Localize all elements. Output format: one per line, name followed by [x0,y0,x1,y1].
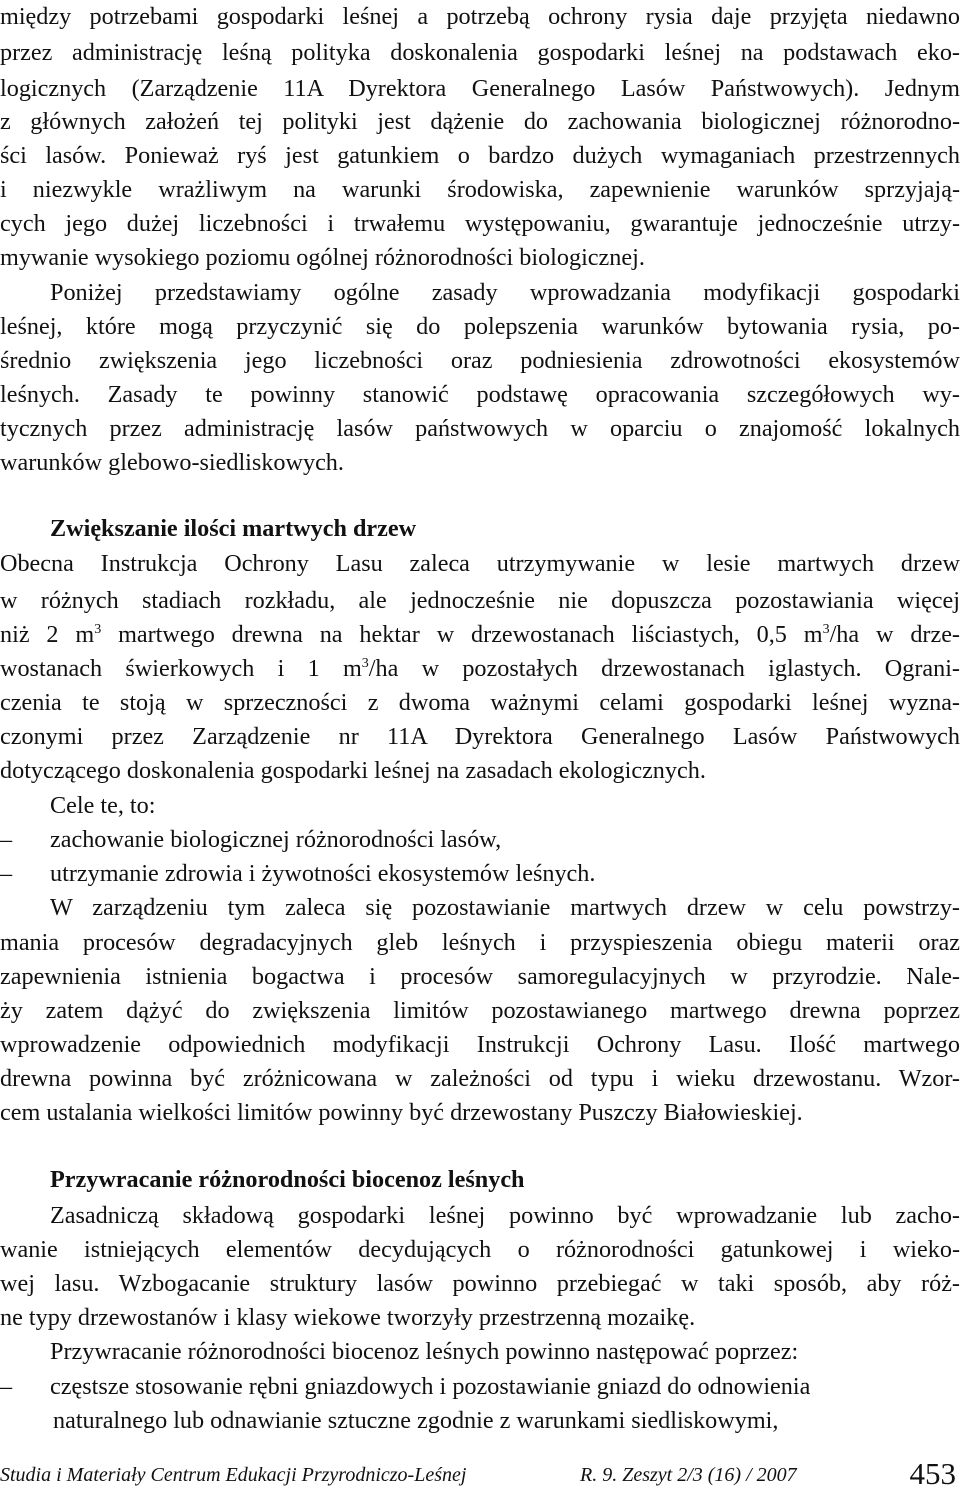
paragraph-2-line-1: Poniżej przedstawiamy ogólne zasady wprowadzania modyfikacji gospodarki [50,279,960,306]
paragraph-2-line-4: leśnych. Zasady te powinny stanowić podstawę opracowania szczegółowych wy- [0,381,960,408]
list-item-text: zachowanie biologicznej różnorodności lasów, [50,826,502,853]
paragraph-2-line-5: tycznych przez administrację lasów państwowych w oparciu o znajomość lokalnych [0,415,960,442]
dash-bullet: – [0,826,13,853]
paragraph-1-line-6: i niezwykle wrażliwym na warunki środowiska, zapewnienie warunków sprzyjają- [0,176,960,203]
list-item-text: utrzymanie zdrowia i żywotności ekosystemów leśnych. [50,860,596,887]
issue-info: R. 9. Zeszyt 2/3 (16) / 2007 [580,1464,797,1486]
journal-title: Studia i Materiały Centrum Edukacji Przyrodniczo-Leśnej [0,1464,467,1486]
paragraph-1-line-4: z głównych założeń tej polityki jest dążenie do zachowania biologicznej różnorodno- [0,108,960,135]
section-2-line-1: Zasadniczą składową gospodarki leśnej powinno być wprowadzanie lub zacho- [50,1202,960,1229]
section-1-para-line-5: wprowadzenie odpowiednich modyfikacji Instrukcji Ochrony Lasu. Ilość martwego [0,1031,960,1058]
section-1-para-line-6: drewna powinna być zróżnicowana w zależności od typu i wieku drzewostanu. Wzor- [0,1065,960,1092]
section-1-para-line-7: cem ustalania wielkości limitów powinny być drzewostany Puszczy Białowieskiej. [0,1099,803,1126]
superscript-cubic: 3 [361,656,369,671]
section-heading-biocenoses: Przywracanie różnorodności biocenoz leśnych [50,1166,525,1193]
section-1-line-7: dotyczącego doskonalenia gospodarki leśnej na zasadach ekologicznych. [0,757,706,784]
paragraph-2-line-2: leśnej, które mogą przyczynić się do polepszenia warunków bytowania rysia, po- [0,313,960,340]
paragraph-1-line-1: między potrzebami gospodarki leśnej a potrzebą ochrony rysia daje przyjęta niedawno [0,3,960,30]
section-1-para-line-1: W zarządzeniu tym zaleca się pozostawianie martwych drzew w celu powstrzy- [50,894,960,921]
list-item-text: częstsze stosowanie rębni gniazdowych i pozostawianie gniazd do odnowienia [50,1373,811,1400]
section-heading-dead-trees: Zwiększanie ilości martwych drzew [50,515,417,542]
page-footer [0,1456,960,1492]
section-1-line-2: w różnych stadiach rozkładu, ale jednocześnie nie dopuszcza pozostawiania więcej [0,587,960,614]
section-2-intro: Przywracanie różnorodności biocenoz leśnych powinno następować poprzez: [50,1338,799,1365]
paragraph-2-line-3: średnio zwiększenia jego liczebności oraz podniesienia zdrowotności ekosystemów [0,347,960,374]
superscript-cubic: 3 [94,622,102,637]
section-2-line-2: wanie istniejących elementów decydujących o różnorodności gatunkowej i wieko- [0,1236,960,1263]
section-1-line-5: czenia te stoją w sprzeczności z dwoma ważnymi celami gospodarki leśnej wyzna- [0,689,960,716]
paragraph-1-line-3: logicznych (Zarządzenie 11A Dyrektora Generalnego Lasów Państwowych). Jednym [0,75,960,102]
section-1-line-6: czonymi przez Zarządzenie nr 11A Dyrektora Generalnego Lasów Państwowych [0,723,960,750]
section-1-line-3: niż 2 $m^3$ martwego drewna na hektar w drzewostanach liściastych, 0,5 $m^3/ha$ w drze- [0,621,960,648]
section-2-line-4: ne typy drzewostanów i klasy wiekowe tworzyły przestrzenną mozaikę. [0,1304,696,1331]
paragraph-1-line-2: przez administrację leśną polityka doskonalenia gospodarki leśnej na podstawach eko- [0,39,960,66]
paragraph-1-line-7: cych jego dużej liczebności i trwałemu występowaniu, gwarantuje jednocześnie utrzy- [0,210,960,237]
section-2-line-3: wej lasu. Wzbogacanie struktury lasów powinno przebiegać w taki sposób, aby róż- [0,1270,960,1297]
paragraph-1-line-8: mywanie wysokiego poziomu ogólnej różnorodności biologicznej. [0,244,645,271]
superscript-cubic: 3 [822,622,830,637]
section-1-line-4: wostanach świerkowych i 1 $m^3/ha$ w pozostałych drzewostanach iglastych. Ograni- [0,655,960,682]
paragraph-1-line-5: ści lasów. Ponieważ ryś jest gatunkiem o bardzo dużych wymaganiach przestrzennych [0,142,960,169]
paragraph-2-line-6: warunków glebowo-siedliskowych. [0,449,344,476]
section-1-line-1: Obecna Instrukcja Ochrony Lasu zaleca utrzymywanie w lesie martwych drzew [0,550,960,577]
goals-intro: Cele te, to: [50,792,156,819]
list-item-continuation: naturalnego lub odnawianie sztuczne zgodnie z warunkami siedliskowymi, [53,1407,779,1434]
page-number: 453 [909,1456,956,1491]
dash-bullet: – [0,1373,13,1400]
section-1-para-line-2: mania procesów degradacyjnych gleb leśnych i przyspieszenia obiegu materii oraz [0,929,960,956]
dash-bullet: – [0,860,13,887]
section-1-para-line-3: zapewnienia istnienia bogactwa i procesów samoregulacyjnych w przyrodzie. Nale- [0,963,960,990]
section-1-para-line-4: ży zatem dążyć do zwiększenia limitów pozostawianego martwego drewna poprzez [0,997,960,1024]
